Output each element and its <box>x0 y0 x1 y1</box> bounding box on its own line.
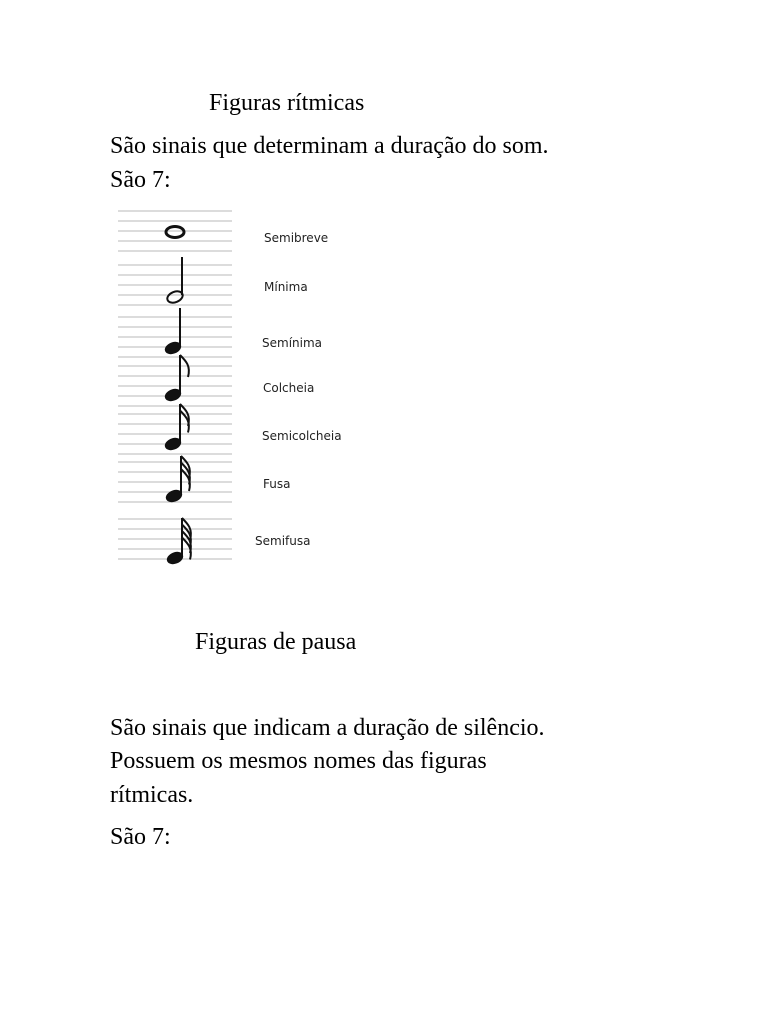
figure-label: Mínima <box>264 280 308 294</box>
paragraph-rest-names-1: Possuem os mesmos nomes das figuras <box>110 748 487 774</box>
figure-label: Colcheia <box>263 381 315 395</box>
rhythmic-figures-diagram <box>110 204 380 574</box>
section-title-rest-figures: Figuras de pausa <box>195 629 357 655</box>
half-note-icon <box>166 257 185 305</box>
thirty-second-note-icon <box>165 456 190 504</box>
section-title-rhythmic-figures: Figuras rítmicas <box>209 90 365 116</box>
whole-note-icon <box>166 227 184 238</box>
figure-label: Fusa <box>263 477 291 491</box>
figure-label: Semínima <box>262 336 323 350</box>
paragraph-definition: São sinais que determinam a duração do som. <box>110 133 549 159</box>
figure-label: Semifusa <box>255 534 311 548</box>
figure-label: Semibreve <box>264 231 329 245</box>
paragraph-rest-names-2: rítmicas. <box>110 782 194 808</box>
paragraph-rest-count: São 7: <box>110 824 171 850</box>
paragraph-rest-definition: São sinais que indicam a duração de silêncio. <box>110 715 545 741</box>
paragraph-count: São 7: <box>110 167 171 193</box>
quarter-note-icon <box>164 308 183 356</box>
sixteenth-note-icon <box>164 404 189 452</box>
figure-label: Semicolcheia <box>262 429 342 443</box>
